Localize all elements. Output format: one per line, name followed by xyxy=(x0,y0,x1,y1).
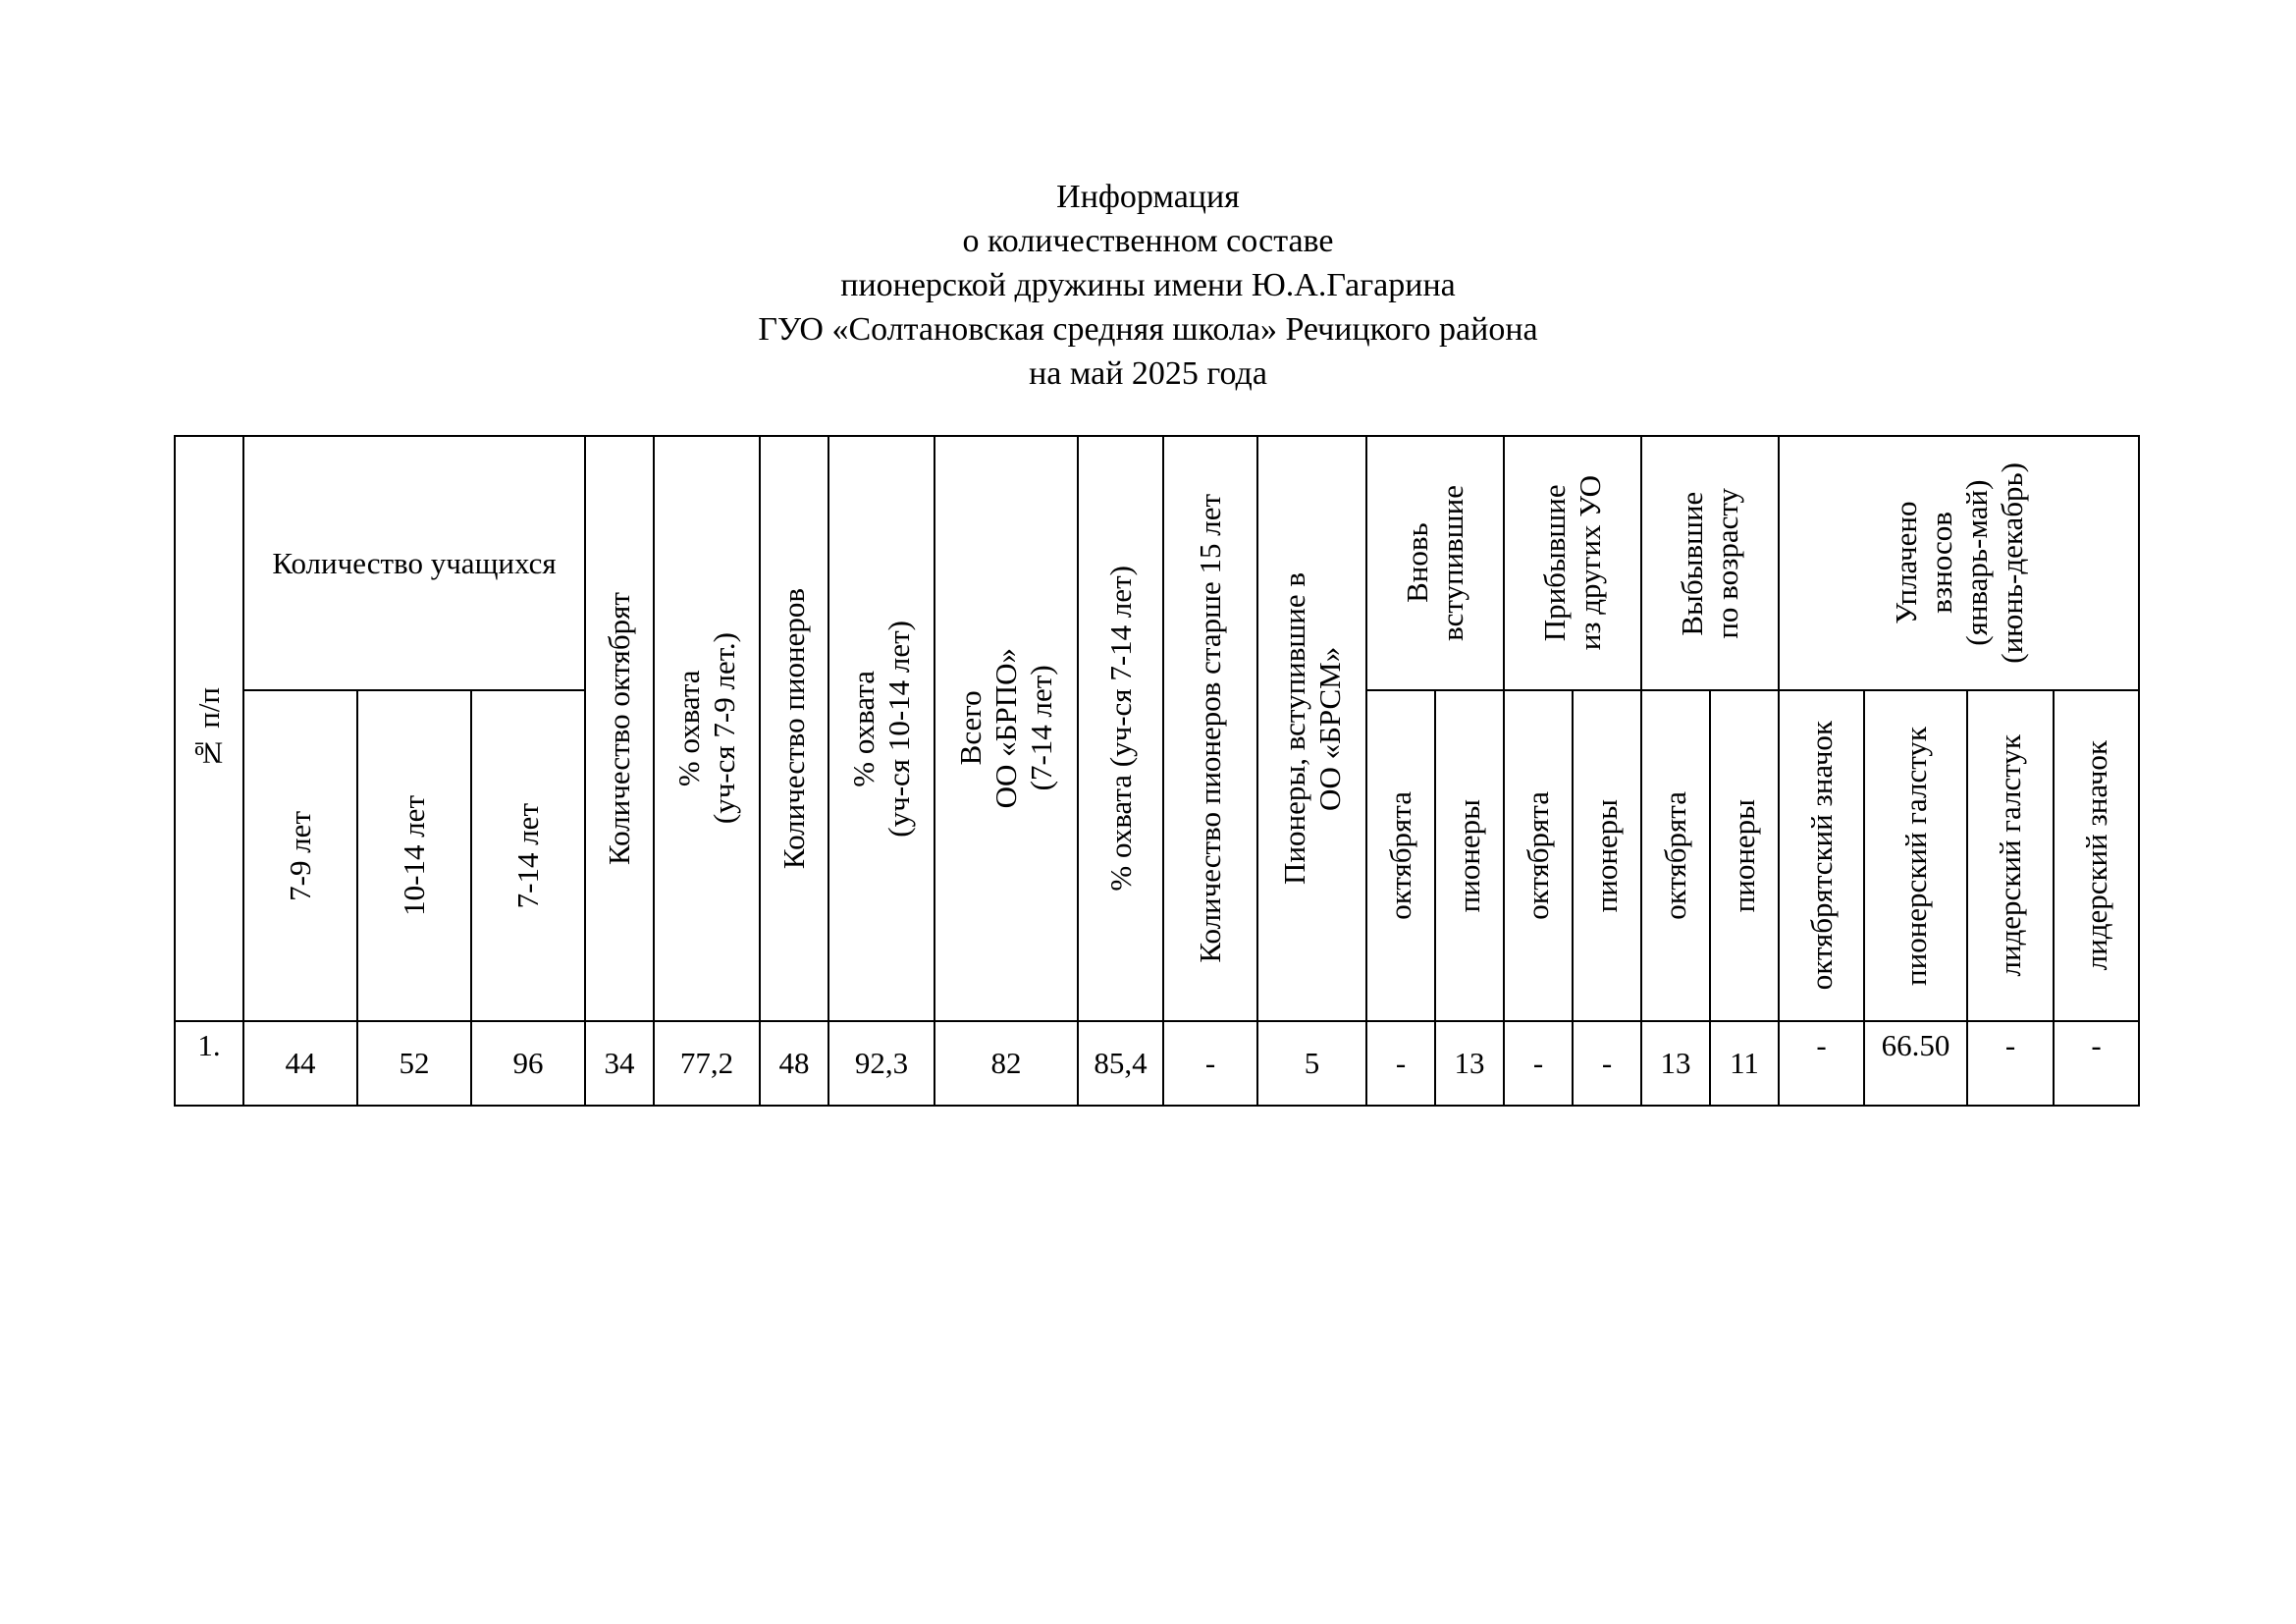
cell-total-brpo: 82 xyxy=(934,1021,1078,1106)
header-octobrist-badge: октябрятский значок xyxy=(1779,690,1864,1021)
header-coverage-7-14: % охвата (уч-ся 7-14 лет) xyxy=(1078,436,1163,1021)
cell-octobrists-count: 34 xyxy=(585,1021,654,1106)
title-line-1: Информация xyxy=(1056,179,1240,215)
cell-arrived-pioneers: - xyxy=(1573,1021,1641,1106)
header-pioneers-over-15: Количество пионеров старше 15 лет xyxy=(1163,436,1257,1021)
cell-pioneers-brsm: 5 xyxy=(1257,1021,1366,1106)
header-dues-paid: Уплачено взносов (январь-май) (июнь-декабрь) xyxy=(1779,436,2139,690)
cell-students-10-14: 52 xyxy=(357,1021,471,1106)
title-line-3: пионерской дружины имени Ю.А.Гагарина xyxy=(840,267,1456,303)
header-new-octobrists: октябрята xyxy=(1366,690,1435,1021)
header-coverage-7-9: % охвата (уч-ся 7-9 лет.) xyxy=(654,436,760,1021)
cell-new-octobrists: - xyxy=(1366,1021,1435,1106)
header-num: № п/п xyxy=(175,436,243,1021)
document-title xyxy=(0,175,2296,396)
header-students-7-9: 7-9 лет xyxy=(243,690,357,1021)
header-coverage-10-14: % охвата (уч-ся 10-14 лет) xyxy=(828,436,934,1021)
cell-pioneers-over-15: - xyxy=(1163,1021,1257,1106)
table-row xyxy=(175,1021,2139,1106)
header-leader-tie: лидерский галстук xyxy=(1967,690,2054,1021)
title-line-2: о количественном составе xyxy=(962,223,1334,259)
header-pioneers-brsm: Пионеры, вступившие в ОО «БРСМ» xyxy=(1257,436,1366,1021)
header-left-by-age: Выбывшие по возрасту xyxy=(1641,436,1779,690)
cell-leader-badge: - xyxy=(2054,1021,2139,1106)
cell-coverage-7-9: 77,2 xyxy=(654,1021,760,1106)
cell-new-pioneers: 13 xyxy=(1435,1021,1504,1106)
header-octobrists-count: Количество октябрят xyxy=(585,436,654,1021)
cell-students-7-9: 44 xyxy=(243,1021,357,1106)
header-arrived-pioneers: пионеры xyxy=(1573,690,1641,1021)
cell-coverage-10-14: 92,3 xyxy=(828,1021,934,1106)
cell-octobrist-badge: - xyxy=(1779,1021,1864,1106)
cell-leader-tie: - xyxy=(1967,1021,2054,1106)
header-new-pioneers: пионеры xyxy=(1435,690,1504,1021)
header-arrived-octobrists: октябрята xyxy=(1504,690,1573,1021)
header-students-10-14: 10-14 лет xyxy=(357,690,471,1021)
cell-coverage-7-14: 85,4 xyxy=(1078,1021,1163,1106)
cell-left-pioneers: 11 xyxy=(1710,1021,1779,1106)
cell-left-octobrists: 13 xyxy=(1641,1021,1710,1106)
header-students-group: Количество учащихся xyxy=(243,436,585,690)
pioneer-report-table xyxy=(174,435,2140,1107)
header-pioneer-tie: пионерский галстук xyxy=(1864,690,1967,1021)
header-left-pioneers: пионеры xyxy=(1710,690,1779,1021)
header-pioneers-count: Количество пионеров xyxy=(760,436,828,1021)
cell-pioneers-count: 48 xyxy=(760,1021,828,1106)
cell-students-7-14: 96 xyxy=(471,1021,585,1106)
cell-arrived-octobrists: - xyxy=(1504,1021,1573,1106)
title-line-4: ГУО «Солтановская средняя школа» Речицкого района xyxy=(758,311,1538,348)
header-left-octobrists: октябрята xyxy=(1641,690,1710,1021)
cell-num: 1. xyxy=(175,1021,243,1106)
header-arrived: Прибывшие из других УО xyxy=(1504,436,1641,690)
header-newly-joined: Вновь вступившие xyxy=(1366,436,1504,690)
title-line-5: на май 2025 года xyxy=(1029,355,1267,392)
header-total-brpo: Всего ОО «БРПО» (7-14 лет) xyxy=(934,436,1078,1021)
header-leader-badge: лидерский значок xyxy=(2054,690,2139,1021)
cell-pioneer-tie: 66.50 xyxy=(1864,1021,1967,1106)
header-students-7-14: 7-14 лет xyxy=(471,690,585,1021)
